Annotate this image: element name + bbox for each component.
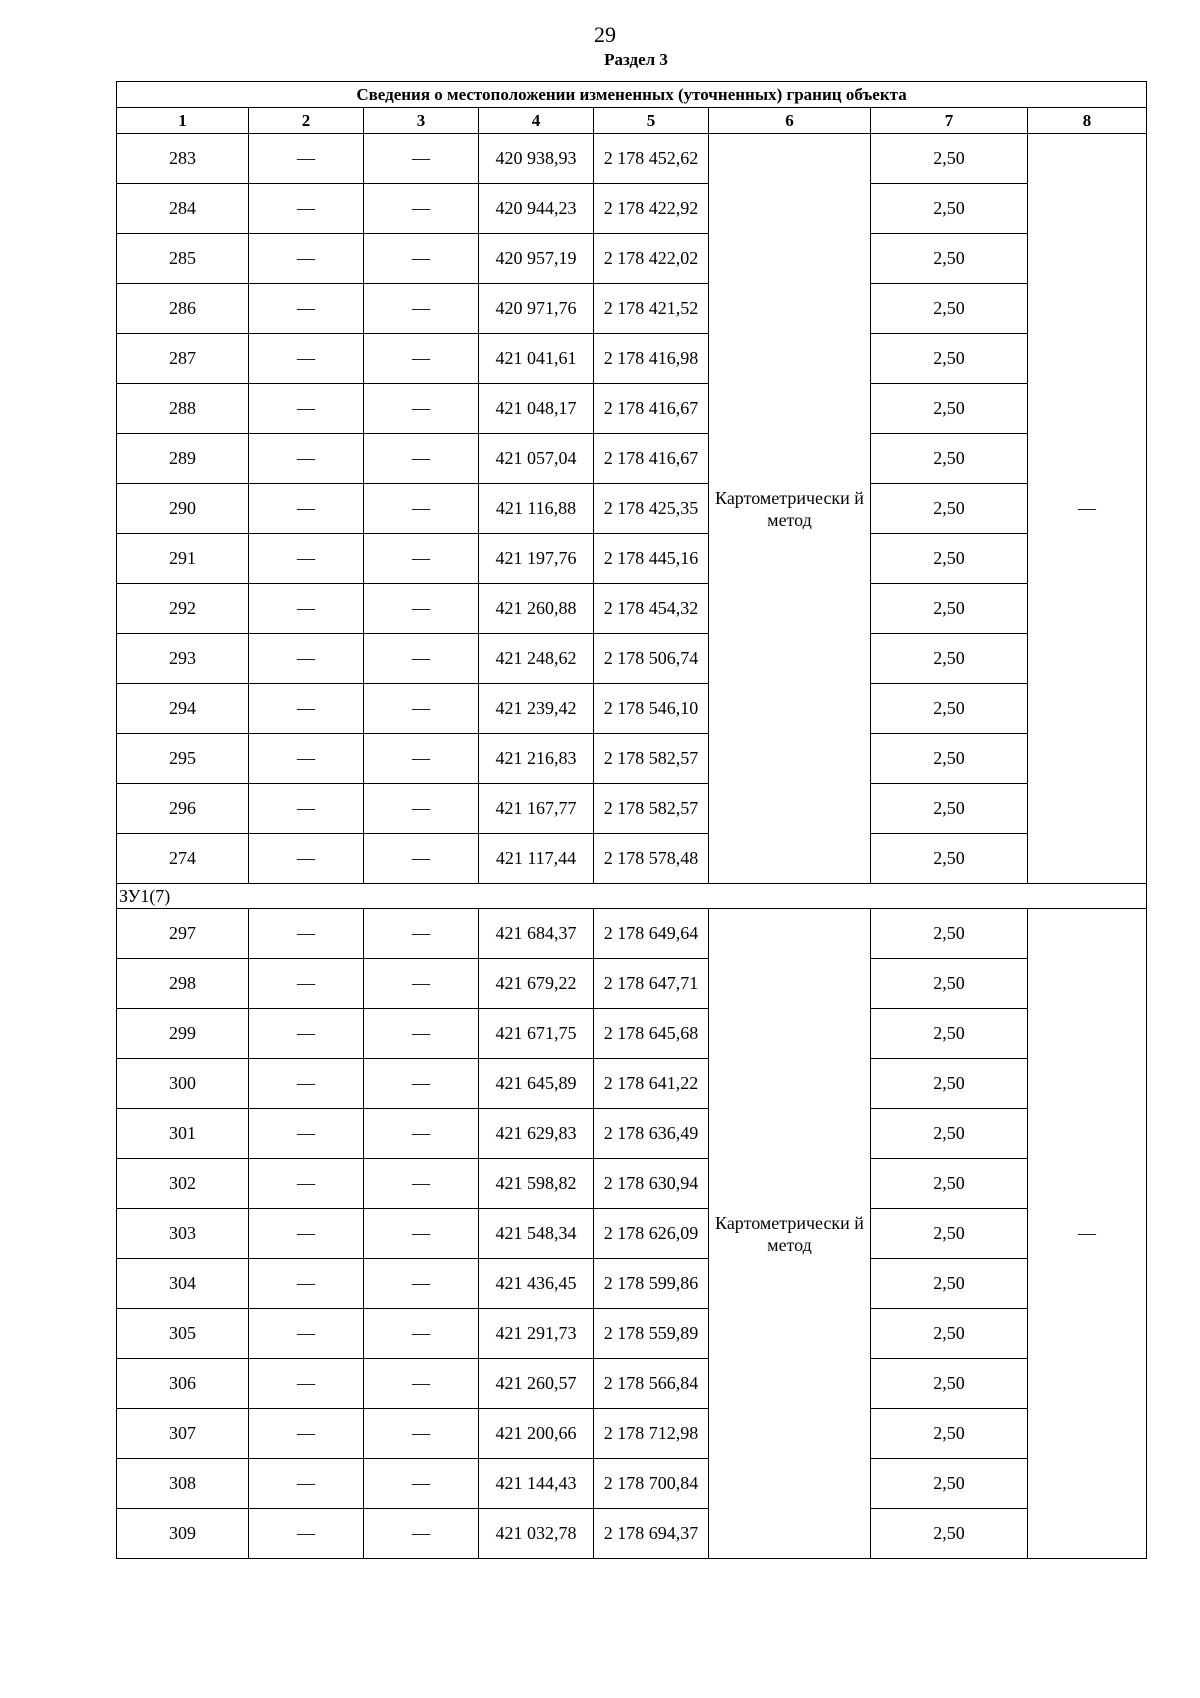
- x-coordinate-cell: 421 197,76: [479, 534, 594, 584]
- column-number-1: 1: [117, 108, 249, 134]
- y-coordinate-cell: 2 178 416,67: [594, 384, 709, 434]
- col2-cell: —: [249, 184, 364, 234]
- point-number-cell: 283: [117, 134, 249, 184]
- accuracy-cell: 2,50: [871, 959, 1028, 1009]
- col2-cell: —: [249, 734, 364, 784]
- col8-cell: —: [1028, 134, 1147, 884]
- col3-cell: —: [364, 434, 479, 484]
- group-label-row: [117, 884, 1147, 909]
- y-coordinate-cell: 2 178 425,35: [594, 484, 709, 534]
- y-coordinate-cell: 2 178 452,62: [594, 134, 709, 184]
- table-row: [117, 234, 1147, 284]
- column-number-row: [117, 108, 1147, 134]
- point-number-cell: 289: [117, 434, 249, 484]
- col3-cell: —: [364, 334, 479, 384]
- accuracy-cell: 2,50: [871, 909, 1028, 959]
- col8-cell: —: [1028, 909, 1147, 1559]
- col3-cell: —: [364, 734, 479, 784]
- accuracy-cell: 2,50: [871, 1409, 1028, 1459]
- table-row: [117, 584, 1147, 634]
- x-coordinate-cell: 421 032,78: [479, 1509, 594, 1559]
- col2-cell: —: [249, 1159, 364, 1209]
- y-coordinate-cell: 2 178 599,86: [594, 1259, 709, 1309]
- table-row: [117, 1059, 1147, 1109]
- y-coordinate-cell: 2 178 421,52: [594, 284, 709, 334]
- x-coordinate-cell: 421 684,37: [479, 909, 594, 959]
- x-coordinate-cell: 421 057,04: [479, 434, 594, 484]
- x-coordinate-cell: 421 671,75: [479, 1009, 594, 1059]
- col2-cell: —: [249, 1309, 364, 1359]
- table-row: [117, 384, 1147, 434]
- x-coordinate-cell: 421 436,45: [479, 1259, 594, 1309]
- y-coordinate-cell: 2 178 626,09: [594, 1209, 709, 1259]
- table-row: [117, 1509, 1147, 1559]
- y-coordinate-cell: 2 178 454,32: [594, 584, 709, 634]
- table-row: [117, 1459, 1147, 1509]
- point-number-cell: 309: [117, 1509, 249, 1559]
- col2-cell: —: [249, 1459, 364, 1509]
- col2-cell: —: [249, 384, 364, 434]
- col3-cell: —: [364, 1009, 479, 1059]
- col2-cell: —: [249, 784, 364, 834]
- col2-cell: —: [249, 1409, 364, 1459]
- col2-cell: —: [249, 434, 364, 484]
- point-number-cell: 306: [117, 1359, 249, 1409]
- table-row: [117, 684, 1147, 734]
- y-coordinate-cell: 2 178 445,16: [594, 534, 709, 584]
- y-coordinate-cell: 2 178 546,10: [594, 684, 709, 734]
- col3-cell: —: [364, 1359, 479, 1409]
- y-coordinate-cell: 2 178 582,57: [594, 734, 709, 784]
- point-number-cell: 290: [117, 484, 249, 534]
- y-coordinate-cell: 2 178 641,22: [594, 1059, 709, 1109]
- x-coordinate-cell: 421 598,82: [479, 1159, 594, 1209]
- table-row: [117, 184, 1147, 234]
- table-caption: Сведения о местоположении измененных (уточненных) границ объекта: [117, 82, 1147, 108]
- accuracy-cell: 2,50: [871, 334, 1028, 384]
- x-coordinate-cell: 421 248,62: [479, 634, 594, 684]
- table-body: [117, 134, 1147, 1559]
- table-row: [117, 434, 1147, 484]
- col3-cell: —: [364, 909, 479, 959]
- accuracy-cell: 2,50: [871, 1459, 1028, 1509]
- col3-cell: —: [364, 1209, 479, 1259]
- x-coordinate-cell: 420 957,19: [479, 234, 594, 284]
- accuracy-cell: 2,50: [871, 634, 1028, 684]
- y-coordinate-cell: 2 178 559,89: [594, 1309, 709, 1359]
- col2-cell: —: [249, 684, 364, 734]
- accuracy-cell: 2,50: [871, 1309, 1028, 1359]
- point-number-cell: 301: [117, 1109, 249, 1159]
- boundary-coordinates-table: [116, 81, 1147, 1559]
- accuracy-cell: 2,50: [871, 1359, 1028, 1409]
- point-number-cell: 274: [117, 834, 249, 884]
- col2-cell: —: [249, 534, 364, 584]
- table-row: [117, 959, 1147, 1009]
- x-coordinate-cell: 421 679,22: [479, 959, 594, 1009]
- col2-cell: —: [249, 959, 364, 1009]
- point-number-cell: 284: [117, 184, 249, 234]
- col3-cell: —: [364, 1459, 479, 1509]
- point-number-cell: 298: [117, 959, 249, 1009]
- table-row: [117, 334, 1147, 384]
- accuracy-cell: 2,50: [871, 1259, 1028, 1309]
- table-row: [117, 284, 1147, 334]
- point-number-cell: 294: [117, 684, 249, 734]
- x-coordinate-cell: 421 144,43: [479, 1459, 594, 1509]
- x-coordinate-cell: 421 117,44: [479, 834, 594, 884]
- col3-cell: —: [364, 1109, 479, 1159]
- table-row: [117, 734, 1147, 784]
- method-cell: Картометрически й метод: [709, 909, 871, 1559]
- x-coordinate-cell: 420 944,23: [479, 184, 594, 234]
- accuracy-cell: 2,50: [871, 734, 1028, 784]
- y-coordinate-cell: 2 178 712,98: [594, 1409, 709, 1459]
- table-row: [117, 784, 1147, 834]
- y-coordinate-cell: 2 178 422,92: [594, 184, 709, 234]
- point-number-cell: 296: [117, 784, 249, 834]
- y-coordinate-cell: 2 178 506,74: [594, 634, 709, 684]
- point-number-cell: 302: [117, 1159, 249, 1209]
- col3-cell: —: [364, 834, 479, 884]
- table-row: [117, 1259, 1147, 1309]
- x-coordinate-cell: 421 239,42: [479, 684, 594, 734]
- accuracy-cell: 2,50: [871, 184, 1028, 234]
- col3-cell: —: [364, 134, 479, 184]
- accuracy-cell: 2,50: [871, 134, 1028, 184]
- point-number-cell: 285: [117, 234, 249, 284]
- col3-cell: —: [364, 534, 479, 584]
- accuracy-cell: 2,50: [871, 834, 1028, 884]
- table-row: [117, 1009, 1147, 1059]
- accuracy-cell: 2,50: [871, 434, 1028, 484]
- col2-cell: —: [249, 1209, 364, 1259]
- point-number-cell: 295: [117, 734, 249, 784]
- y-coordinate-cell: 2 178 694,37: [594, 1509, 709, 1559]
- accuracy-cell: 2,50: [871, 534, 1028, 584]
- x-coordinate-cell: 421 645,89: [479, 1059, 594, 1109]
- point-number-cell: 303: [117, 1209, 249, 1259]
- table-row: [117, 1209, 1147, 1259]
- x-coordinate-cell: 421 260,57: [479, 1359, 594, 1409]
- col2-cell: —: [249, 334, 364, 384]
- table-row: [117, 1159, 1147, 1209]
- point-number-cell: 304: [117, 1259, 249, 1309]
- table-row: [117, 1309, 1147, 1359]
- y-coordinate-cell: 2 178 649,64: [594, 909, 709, 959]
- accuracy-cell: 2,50: [871, 484, 1028, 534]
- col3-cell: —: [364, 1309, 479, 1359]
- col3-cell: —: [364, 1409, 479, 1459]
- col2-cell: —: [249, 584, 364, 634]
- accuracy-cell: 2,50: [871, 1109, 1028, 1159]
- point-number-cell: 292: [117, 584, 249, 634]
- x-coordinate-cell: 421 041,61: [479, 334, 594, 384]
- accuracy-cell: 2,50: [871, 234, 1028, 284]
- accuracy-cell: 2,50: [871, 284, 1028, 334]
- col3-cell: —: [364, 1159, 479, 1209]
- table-row: [117, 534, 1147, 584]
- point-number-cell: 300: [117, 1059, 249, 1109]
- col2-cell: —: [249, 834, 364, 884]
- point-number-cell: 308: [117, 1459, 249, 1509]
- col2-cell: —: [249, 634, 364, 684]
- point-number-cell: 291: [117, 534, 249, 584]
- table-row: [117, 1359, 1147, 1409]
- accuracy-cell: 2,50: [871, 1059, 1028, 1109]
- col2-cell: —: [249, 484, 364, 534]
- x-coordinate-cell: 421 629,83: [479, 1109, 594, 1159]
- point-number-cell: 286: [117, 284, 249, 334]
- y-coordinate-cell: 2 178 630,94: [594, 1159, 709, 1209]
- col2-cell: —: [249, 1509, 364, 1559]
- x-coordinate-cell: 421 260,88: [479, 584, 594, 634]
- point-number-cell: 288: [117, 384, 249, 434]
- accuracy-cell: 2,50: [871, 384, 1028, 434]
- y-coordinate-cell: 2 178 416,98: [594, 334, 709, 384]
- col3-cell: —: [364, 634, 479, 684]
- accuracy-cell: 2,50: [871, 784, 1028, 834]
- col3-cell: —: [364, 284, 479, 334]
- group-label: ЗУ1(7): [117, 884, 1147, 909]
- point-number-cell: 297: [117, 909, 249, 959]
- col2-cell: —: [249, 134, 364, 184]
- col2-cell: —: [249, 1359, 364, 1409]
- y-coordinate-cell: 2 178 416,67: [594, 434, 709, 484]
- column-number-6: 6: [709, 108, 871, 134]
- y-coordinate-cell: 2 178 645,68: [594, 1009, 709, 1059]
- page-number: 29: [594, 22, 616, 47]
- table-row: [117, 1109, 1147, 1159]
- table-row: [117, 634, 1147, 684]
- x-coordinate-cell: 421 116,88: [479, 484, 594, 534]
- column-number-7: 7: [871, 108, 1028, 134]
- column-number-5: 5: [594, 108, 709, 134]
- col3-cell: —: [364, 1509, 479, 1559]
- table-row: [117, 134, 1147, 184]
- y-coordinate-cell: 2 178 647,71: [594, 959, 709, 1009]
- col3-cell: —: [364, 959, 479, 1009]
- point-number-cell: 305: [117, 1309, 249, 1359]
- section-title: Раздел 3: [604, 50, 668, 69]
- y-coordinate-cell: 2 178 636,49: [594, 1109, 709, 1159]
- table-row: [117, 834, 1147, 884]
- table-row: [117, 1409, 1147, 1459]
- accuracy-cell: 2,50: [871, 584, 1028, 634]
- col2-cell: —: [249, 1109, 364, 1159]
- col2-cell: —: [249, 1259, 364, 1309]
- x-coordinate-cell: 421 291,73: [479, 1309, 594, 1359]
- column-number-8: 8: [1028, 108, 1147, 134]
- x-coordinate-cell: 421 548,34: [479, 1209, 594, 1259]
- x-coordinate-cell: 421 167,77: [479, 784, 594, 834]
- x-coordinate-cell: 421 048,17: [479, 384, 594, 434]
- table-row: [117, 909, 1147, 959]
- col3-cell: —: [364, 184, 479, 234]
- col2-cell: —: [249, 1009, 364, 1059]
- col3-cell: —: [364, 384, 479, 434]
- accuracy-cell: 2,50: [871, 1509, 1028, 1559]
- col3-cell: —: [364, 584, 479, 634]
- y-coordinate-cell: 2 178 422,02: [594, 234, 709, 284]
- col3-cell: —: [364, 1059, 479, 1109]
- accuracy-cell: 2,50: [871, 1209, 1028, 1259]
- point-number-cell: 293: [117, 634, 249, 684]
- column-number-4: 4: [479, 108, 594, 134]
- x-coordinate-cell: 420 938,93: [479, 134, 594, 184]
- point-number-cell: 299: [117, 1009, 249, 1059]
- col3-cell: —: [364, 684, 479, 734]
- col3-cell: —: [364, 784, 479, 834]
- col3-cell: —: [364, 1259, 479, 1309]
- col2-cell: —: [249, 234, 364, 284]
- table-row: [117, 484, 1147, 534]
- accuracy-cell: 2,50: [871, 684, 1028, 734]
- point-number-cell: 307: [117, 1409, 249, 1459]
- method-cell: Картометрически й метод: [709, 134, 871, 884]
- y-coordinate-cell: 2 178 582,57: [594, 784, 709, 834]
- point-number-cell: 287: [117, 334, 249, 384]
- y-coordinate-cell: 2 178 566,84: [594, 1359, 709, 1409]
- column-number-3: 3: [364, 108, 479, 134]
- accuracy-cell: 2,50: [871, 1009, 1028, 1059]
- column-number-2: 2: [249, 108, 364, 134]
- x-coordinate-cell: 421 200,66: [479, 1409, 594, 1459]
- x-coordinate-cell: 421 216,83: [479, 734, 594, 784]
- accuracy-cell: 2,50: [871, 1159, 1028, 1209]
- col2-cell: —: [249, 1059, 364, 1109]
- col3-cell: —: [364, 484, 479, 534]
- col3-cell: —: [364, 234, 479, 284]
- y-coordinate-cell: 2 178 700,84: [594, 1459, 709, 1509]
- y-coordinate-cell: 2 178 578,48: [594, 834, 709, 884]
- col2-cell: —: [249, 909, 364, 959]
- x-coordinate-cell: 420 971,76: [479, 284, 594, 334]
- col2-cell: —: [249, 284, 364, 334]
